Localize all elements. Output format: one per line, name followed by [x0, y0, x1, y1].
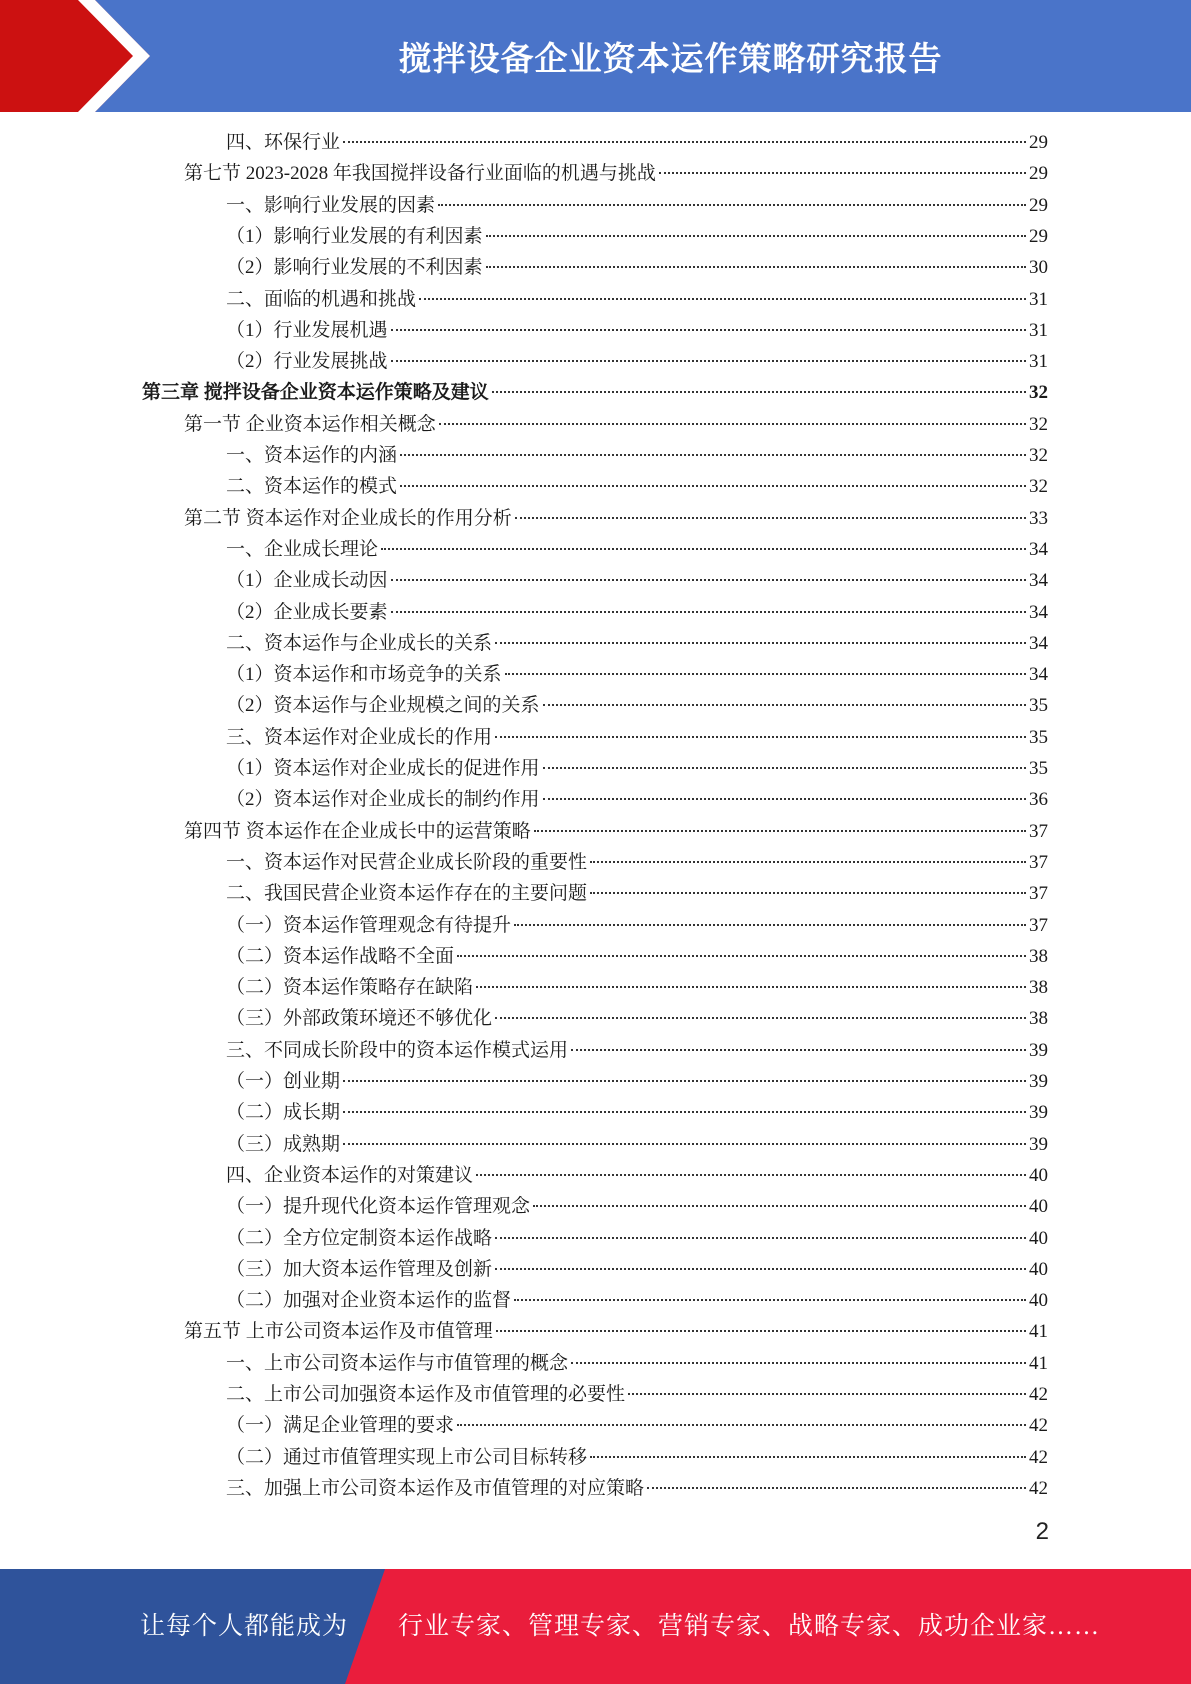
footer-slogan-right: 行业专家、管理专家、营销专家、战略专家、成功企业家……: [398, 1613, 1101, 1640]
toc-entry[interactable]: [226, 1191, 1048, 1222]
toc-dot-leader: [659, 172, 1026, 174]
toc-entry-title: 四、环保行业: [226, 132, 341, 153]
toc-entry-page: 38: [1029, 945, 1048, 967]
toc-entry-title: （三）成熟期: [226, 1133, 341, 1155]
toc-entry[interactable]: [226, 753, 1048, 784]
toc-entry-page: 29: [1029, 163, 1048, 185]
toc-entry[interactable]: [226, 221, 1048, 252]
toc-dot-leader: [476, 986, 1026, 988]
toc-entry-page: 34: [1029, 664, 1048, 686]
toc-entry-title: 三、加强上市公司资本运作及市值管理的对应策略: [226, 1477, 645, 1499]
toc-entry[interactable]: [226, 315, 1048, 346]
toc-entry[interactable]: [184, 1316, 1048, 1347]
toc-entry-page: 32: [1029, 476, 1048, 498]
toc-entry[interactable]: [226, 252, 1048, 283]
toc-dot-leader: [533, 1205, 1026, 1207]
toc-entry[interactable]: [226, 565, 1048, 596]
toc-entry-title: （2）影响行业发展的不利因素: [226, 257, 483, 279]
toc-dot-leader: [391, 360, 1026, 362]
toc-entry-title: 一、上市公司资本运作与市值管理的概念: [226, 1352, 569, 1374]
toc-entry-title: （1）影响行业发展的有利因素: [226, 225, 483, 247]
toc-entry-page: 33: [1029, 507, 1048, 529]
toc-dot-leader: [571, 1049, 1026, 1051]
toc-entry-title: 三、不同成长阶段中的资本运作模式运用: [226, 1039, 569, 1061]
toc-dot-leader: [515, 517, 1026, 519]
toc-entry[interactable]: [226, 690, 1048, 721]
toc-entry-title: 一、资本运作对民营企业成长阶段的重要性: [226, 851, 588, 873]
toc-entry-page: 38: [1029, 1008, 1048, 1030]
toc-entry[interactable]: [226, 1348, 1048, 1379]
toc-entry-page: 30: [1029, 257, 1048, 279]
toc-entry-page: 34: [1029, 632, 1048, 654]
toc-entry-title: （1）行业发展机遇: [226, 319, 388, 341]
toc-entry-title: （2）资本运作对企业成长的制约作用: [226, 789, 540, 811]
toc-entry-title: 三、资本运作对企业成长的作用: [226, 726, 493, 748]
toc-entry-page: 40: [1029, 1258, 1048, 1280]
toc-entry-title: （二）成长期: [226, 1102, 341, 1124]
toc-entry-page: 29: [1029, 132, 1048, 153]
toc-entry-title: （1）资本运作对企业成长的促进作用: [226, 758, 540, 779]
toc-dot-leader: [419, 298, 1026, 300]
toc-entry-page: 36: [1029, 789, 1048, 811]
toc-entry-page: 42: [1029, 1415, 1048, 1437]
toc-entry-page: 34: [1029, 570, 1048, 592]
toc-entry[interactable]: [226, 534, 1048, 565]
toc-entry[interactable]: [226, 941, 1048, 972]
toc-entry-page: 40: [1029, 1227, 1048, 1249]
toc-entry[interactable]: [142, 377, 1048, 408]
toc-entry-title: （1）企业成长动因: [226, 570, 388, 592]
toc-entry-title: （三）加大资本运作管理及创新: [226, 1258, 493, 1280]
toc-entry[interactable]: [226, 659, 1048, 690]
toc-entry[interactable]: [184, 816, 1048, 847]
toc-entry-title: （二）全方位定制资本运作战略: [226, 1227, 493, 1249]
toc-entry[interactable]: [226, 1379, 1048, 1410]
toc-entry-page: 38: [1029, 977, 1048, 999]
toc-entry[interactable]: [226, 972, 1048, 1003]
toc-dot-leader: [590, 1456, 1026, 1458]
toc-entry-page: 39: [1029, 1133, 1048, 1155]
footer-banner: [0, 1569, 1191, 1684]
toc-entry[interactable]: [226, 1066, 1048, 1097]
toc-dot-leader: [543, 798, 1026, 800]
toc-entry[interactable]: [226, 847, 1048, 878]
toc-entry[interactable]: [226, 1442, 1048, 1473]
toc-dot-leader: [381, 548, 1026, 550]
toc-entry[interactable]: [226, 1223, 1048, 1254]
toc-entry-page: 29: [1029, 194, 1048, 216]
toc-entry-page: 37: [1029, 914, 1048, 936]
toc-dot-leader: [495, 1237, 1026, 1239]
toc-entry-title: （一）提升现代化资本运作管理观念: [226, 1196, 531, 1218]
toc-entry-page: 34: [1029, 538, 1048, 560]
toc-dot-leader: [505, 673, 1026, 675]
toc-dot-leader: [400, 485, 1026, 487]
toc-entry-page: 37: [1029, 820, 1048, 842]
toc-entry[interactable]: [226, 628, 1048, 659]
toc-entry[interactable]: [226, 1035, 1048, 1066]
toc-entry[interactable]: [226, 1473, 1048, 1504]
toc-entry-title: 第三章 搅拌设备企业资本运作策略及建议: [142, 382, 489, 404]
toc-entry[interactable]: [226, 127, 1048, 158]
toc-entry[interactable]: [226, 1160, 1048, 1191]
toc-entry-page: 40: [1029, 1164, 1048, 1186]
toc-dot-leader: [438, 204, 1026, 206]
toc-entry-title: 一、影响行业发展的因素: [226, 194, 436, 216]
toc-entry[interactable]: [184, 158, 1048, 189]
toc-entry-title: （一）满足企业管理的要求: [226, 1415, 455, 1437]
toc-dot-leader: [343, 1080, 1026, 1082]
toc-dot-leader: [391, 611, 1026, 613]
toc-entry-page: 35: [1029, 726, 1048, 748]
toc-entry-page: 39: [1029, 1039, 1048, 1061]
report-title: 搅拌设备企业资本运作策略研究报告: [398, 38, 943, 78]
toc-dot-leader: [514, 1299, 1026, 1301]
toc-entry[interactable]: [226, 878, 1048, 909]
toc-entry-page: 40: [1029, 1196, 1048, 1218]
toc-entry-title: （2）企业成长要素: [226, 601, 388, 623]
toc-entry-title: （一）创业期: [226, 1071, 341, 1092]
toc-entry-title: 二、上市公司加强资本运作及市值管理的必要性: [226, 1384, 626, 1405]
toc-dot-leader: [476, 1174, 1026, 1176]
toc-dot-leader: [492, 391, 1026, 393]
toc-entry-page: 32: [1029, 445, 1048, 466]
toc-dot-leader: [496, 1330, 1026, 1332]
toc-entry-title: 第一节 企业资本运作相关概念: [184, 413, 436, 435]
toc-dot-leader: [628, 1393, 1026, 1395]
page-number: 2: [1035, 1518, 1049, 1545]
toc-entry-page: 32: [1029, 382, 1048, 404]
toc-dot-leader: [571, 1362, 1026, 1364]
toc-entry-title: 二、资本运作的模式: [226, 476, 398, 498]
toc-entry-title: （二）加强对企业资本运作的监督: [226, 1290, 512, 1312]
toc-entry-title: 四、企业资本运作的对策建议: [226, 1164, 474, 1186]
toc-entry[interactable]: [226, 190, 1048, 221]
toc-entry-title: 二、我国民营企业资本运作存在的主要问题: [226, 883, 588, 905]
toc-dot-leader: [486, 235, 1026, 237]
toc-entry-title: 第七节 2023-2028 年我国搅拌设备行业面临的机遇与挑战: [184, 163, 656, 185]
toc-entry-page: 35: [1029, 758, 1048, 779]
toc-entry-page: 35: [1029, 695, 1048, 717]
toc-dot-leader: [391, 579, 1026, 581]
toc-dot-leader: [495, 1017, 1026, 1019]
toc-dot-leader: [439, 423, 1026, 425]
toc-entry-title: （二）资本运作策略存在缺陷: [226, 977, 474, 999]
toc-entry[interactable]: [226, 1254, 1048, 1285]
toc-entry-title: 一、资本运作的内涵: [226, 445, 398, 466]
toc-entry-title: （二）资本运作战略不全面: [226, 945, 455, 967]
toc-entry[interactable]: [226, 1285, 1048, 1316]
toc-dot-leader: [486, 266, 1026, 268]
toc-entry[interactable]: [226, 1097, 1048, 1128]
toc-dot-leader: [343, 1143, 1026, 1145]
toc-dot-leader: [457, 955, 1026, 957]
toc-entry-page: 41: [1029, 1352, 1048, 1374]
toc-entry-title: 二、资本运作与企业成长的关系: [226, 632, 493, 654]
toc-dot-leader: [495, 642, 1026, 644]
toc-entry-title: 第五节 上市公司资本运作及市值管理: [184, 1321, 493, 1343]
toc-dot-leader: [391, 329, 1026, 331]
toc-entry[interactable]: [226, 346, 1048, 377]
toc-dot-leader: [514, 924, 1026, 926]
toc-dot-leader: [543, 767, 1026, 769]
header-banner: [0, 0, 1191, 112]
toc-entry-page: 31: [1029, 288, 1048, 310]
toc-dot-leader: [590, 892, 1026, 894]
toc-dot-leader: [590, 861, 1026, 863]
toc-entry-title: （三）外部政策环境还不够优化: [226, 1008, 493, 1030]
toc-entry[interactable]: [226, 1129, 1048, 1160]
toc-entry-page: 41: [1029, 1321, 1048, 1343]
toc-entry[interactable]: [226, 597, 1048, 628]
toc-dot-leader: [457, 1424, 1026, 1426]
toc-entry[interactable]: [226, 1003, 1048, 1034]
toc-entry-title: 第四节 资本运作在企业成长中的运营策略: [184, 820, 531, 842]
toc-entry[interactable]: [226, 471, 1048, 502]
toc-entry-page: 42: [1029, 1384, 1048, 1405]
toc-entry-title: （二）通过市值管理实现上市公司目标转移: [226, 1446, 588, 1468]
toc-dot-leader: [400, 454, 1026, 456]
toc-entry-page: 37: [1029, 851, 1048, 873]
toc-entry-title: （1）资本运作和市场竞争的关系: [226, 664, 502, 686]
toc-entry-page: 39: [1029, 1071, 1048, 1092]
toc-entry-title: 第二节 资本运作对企业成长的作用分析: [184, 507, 512, 529]
toc-entry-title: 二、面临的机遇和挑战: [226, 288, 417, 310]
toc-dot-leader: [647, 1487, 1026, 1489]
toc-entry-page: 39: [1029, 1102, 1048, 1124]
toc-entry-page: 31: [1029, 351, 1048, 373]
toc-dot-leader: [543, 704, 1026, 706]
toc-entry[interactable]: [226, 284, 1048, 315]
toc-entry[interactable]: [226, 910, 1048, 941]
toc-dot-leader: [534, 830, 1026, 832]
toc-entry-page: 31: [1029, 319, 1048, 341]
toc-entry-page: 42: [1029, 1446, 1048, 1468]
toc-entry-page: 40: [1029, 1290, 1048, 1312]
toc-entry-page: 32: [1029, 413, 1048, 435]
toc-entry-page: 37: [1029, 883, 1048, 905]
footer-slogan-left: 让每个人都能成为: [140, 1613, 349, 1640]
toc-entry[interactable]: [184, 503, 1048, 534]
toc-entry-title: （2）行业发展挑战: [226, 351, 388, 373]
header-arrow-decoration: [0, 0, 160, 112]
toc-entry-title: （一）资本运作管理观念有待提升: [226, 914, 512, 936]
toc-entry-page: 34: [1029, 601, 1048, 623]
toc-entry[interactable]: [226, 722, 1048, 753]
toc-entry-title: （2）资本运作与企业规模之间的关系: [226, 695, 540, 717]
toc-entry[interactable]: [226, 440, 1048, 471]
toc-entry-title: 一、企业成长理论: [226, 538, 379, 560]
toc-entry[interactable]: [226, 784, 1048, 815]
toc-entry[interactable]: [184, 409, 1048, 440]
toc-entry-page: 42: [1029, 1477, 1048, 1499]
toc-dot-leader: [495, 1268, 1026, 1270]
toc-entry[interactable]: [226, 1410, 1048, 1441]
toc-dot-leader: [495, 736, 1026, 738]
toc-entry-page: 29: [1029, 225, 1048, 247]
toc-dot-leader: [343, 1111, 1026, 1113]
toc-dot-leader: [343, 141, 1026, 143]
